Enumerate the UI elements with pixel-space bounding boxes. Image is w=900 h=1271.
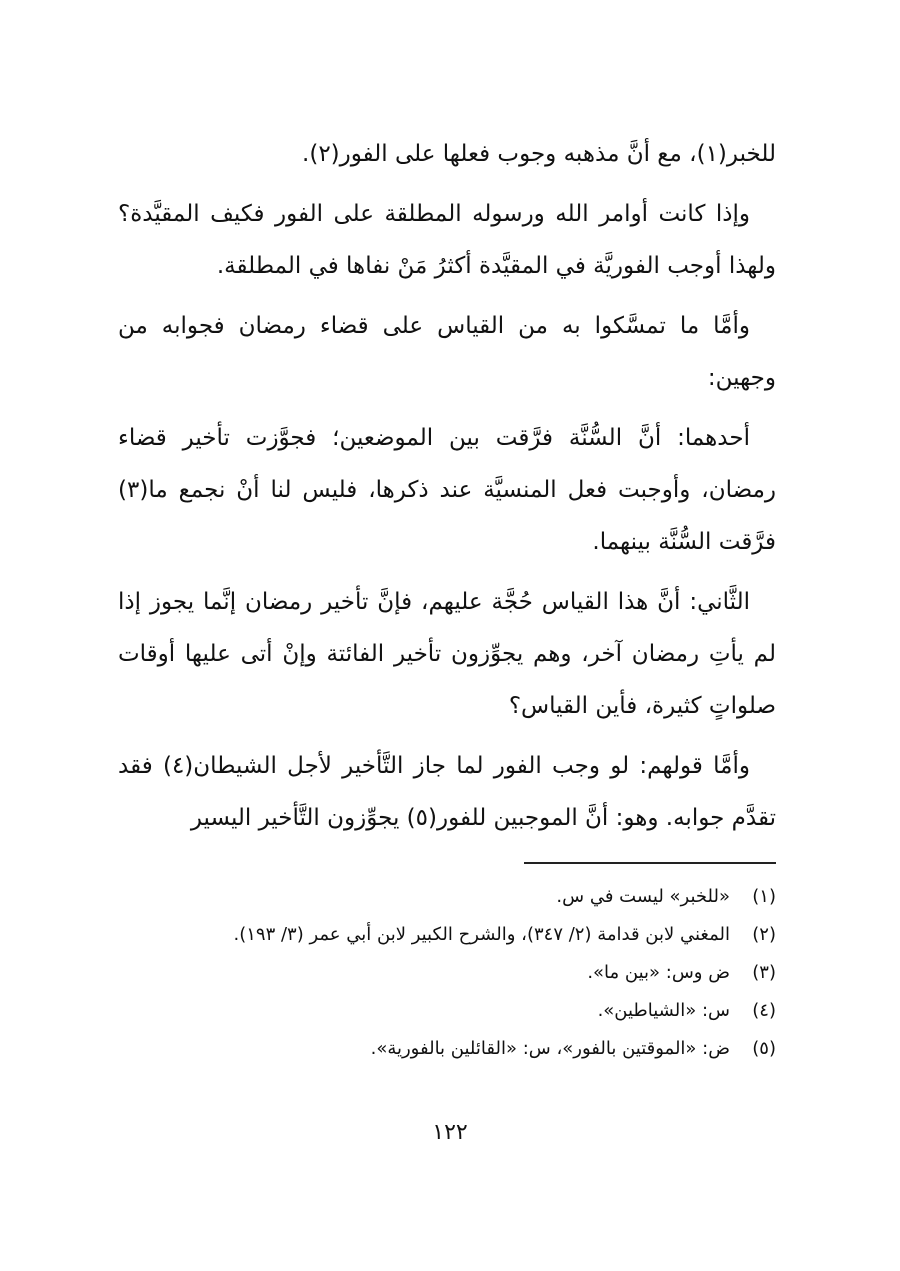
footnote xyxy=(118,1030,776,1068)
footnote-number: (١) xyxy=(752,886,776,907)
footnote-number: (٢) xyxy=(752,924,776,945)
footnote-number: (٥) xyxy=(752,1038,776,1059)
footnote-separator xyxy=(524,862,776,864)
footnote-text: س: «الشياطين». xyxy=(597,1000,730,1021)
page-number: ١٢٢ xyxy=(432,1120,468,1145)
footnote xyxy=(118,992,776,1030)
footnote xyxy=(118,916,776,954)
footnote-text: المغني لابن قدامة (٢/ ٣٤٧)، والشرح الكبير لابن أبي عمر (٣/ ١٩٣). xyxy=(233,924,730,945)
footnote-text: «للخبر» ليست في س. xyxy=(556,886,730,907)
paragraph: للخبر(١)، مع أنَّ مذهبه وجوب فعلها على الفور(٢). xyxy=(302,141,776,167)
paragraph: الثَّاني: أنَّ هذا القياس حُجَّة عليهم، فإنَّ تأخير رمضان إنَّما يجوز إذا لم يأتِ رمضان آخر، وهم يجوِّزون تأخير الفائتة وإنْ أتى عليها أوقات صلواتٍ كثيرة، فأين القياس؟ xyxy=(118,589,776,719)
footnote xyxy=(118,954,776,992)
paragraph: أحدهما: أنَّ السُّنَّة فرَّقت بين الموضعين؛ فجوَّزت تأخير قضاء رمضان، وأوجبت فعل المنسيَّة عند ذكرها، فليس لنا أنْ نجمع ما(٣) فرَّقت السُّنَّة بينهما. xyxy=(118,425,776,555)
paragraph: وإذا كانت أوامر الله ورسوله المطلقة على الفور فكيف المقيَّدة؟ ولهذا أوجب الفوريَّة في المقيَّدة أكثرُ مَنْ نفاها في المطلقة. xyxy=(118,201,776,279)
footnote-text: ض وس: «بين ما». xyxy=(587,962,730,983)
footnote xyxy=(118,878,776,916)
paragraph: وأمَّا ما تمسَّكوا به من القياس على قضاء رمضان فجوابه من وجهين: xyxy=(118,313,776,391)
main-text xyxy=(118,128,776,852)
footnote-number: (٤) xyxy=(752,1000,776,1021)
paragraph: وأمَّا قولهم: لو وجب الفور لما جاز التَّأخير لأجل الشيطان(٤) فقد تقدَّم جوابه. وهو: أنَّ الموجبين للفور(٥) يجوِّزون التَّأخير اليسير xyxy=(118,753,776,831)
footnote-number: (٣) xyxy=(752,962,776,983)
footnote-text: ض: «الموقتين بالفور»، س: «القائلين بالفورية». xyxy=(370,1038,730,1059)
footnotes xyxy=(118,878,776,1068)
